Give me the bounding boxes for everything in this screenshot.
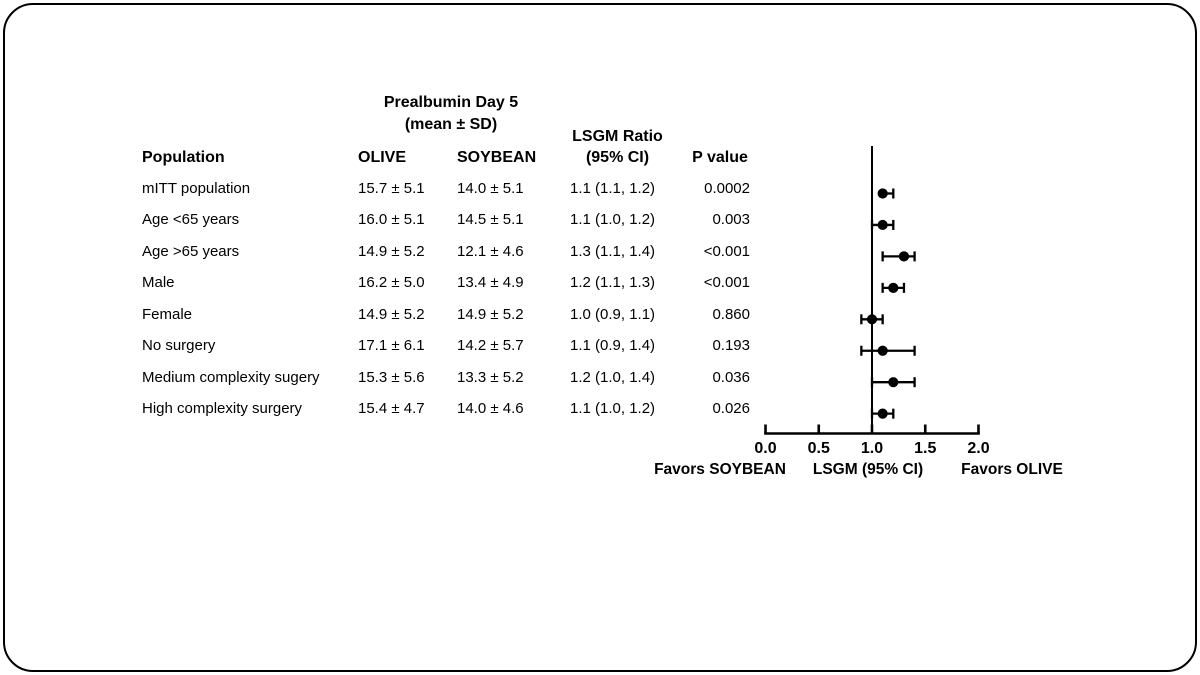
olive-mean-cell: 15.4 ± 4.7 [358, 400, 425, 418]
soybean-mean-cell: 14.0 ± 5.1 [457, 180, 524, 197]
population-column-header: Population [142, 149, 225, 166]
olive-mean-cell: 14.9 ± 5.2 [358, 242, 425, 260]
olive-mean-cell: 15.7 ± 5.1 [358, 180, 425, 197]
soybean-mean-cell: 12.1 ± 4.6 [457, 242, 524, 260]
estimate-dot [888, 377, 898, 387]
estimate-dot [878, 346, 888, 356]
lsgm-ratio-cell: 1.2 (1.0, 1.4) [570, 368, 656, 386]
group-header-line1: Prealbumin Day 5 [383, 94, 519, 111]
soybean-mean-cell: 13.3 ± 5.2 [457, 368, 524, 386]
olive-mean-cell: 14.9 ± 5.2 [358, 305, 425, 323]
group-header-line2: (mean ± SD) [404, 116, 498, 133]
x-tick-label: 0.0 [754, 440, 777, 457]
soybean-mean-cell: 14.2 ± 5.7 [457, 337, 524, 355]
population-cell: Male [142, 274, 175, 292]
p-value-cell: 0.193 [712, 337, 750, 355]
lsgm-ratio-cell: 1.2 (1.1, 1.3) [570, 274, 656, 292]
x-axis-title: LSGM (95% CI) [812, 461, 924, 478]
estimate-dot [878, 188, 888, 198]
olive-mean-cell: 15.3 ± 5.6 [358, 368, 425, 386]
soybean-mean-cell: 14.0 ± 4.6 [457, 400, 524, 418]
soybean-mean-cell: 14.9 ± 5.2 [457, 305, 524, 323]
x-tick-label: 0.5 [807, 440, 830, 457]
estimate-dot [867, 314, 877, 324]
population-cell: mITT population [142, 180, 251, 197]
olive-mean-cell: 16.2 ± 5.0 [358, 274, 425, 292]
x-tick-label: 1.0 [860, 440, 884, 457]
lsgm-ratio-cell: 1.1 (0.9, 1.4) [570, 337, 656, 355]
p-value-cell: 0.003 [712, 211, 750, 229]
favors-soybean-label: Favors SOYBEAN [654, 461, 786, 478]
x-tick-label: 1.5 [914, 440, 937, 457]
p-value-cell: 0.026 [712, 400, 750, 418]
population-cell: Female [142, 305, 193, 323]
soybean-mean-cell: 13.4 ± 4.9 [457, 274, 524, 292]
population-cell: No surgery [142, 337, 216, 355]
p-value-column-header: P value [692, 149, 748, 166]
lsgm-header-line1: LSGM Ratio [572, 128, 663, 145]
lsgm-ratio-cell: 1.1 (1.0, 1.2) [570, 211, 656, 229]
p-value-cell: 0.860 [712, 305, 750, 323]
olive-mean-cell: 16.0 ± 5.1 [358, 211, 425, 229]
p-value-cell: 0.0002 [704, 180, 750, 197]
population-cell: High complexity surgery [142, 400, 303, 418]
population-cell: Age <65 years [142, 211, 240, 229]
lsgm-header-line2: (95% CI) [585, 149, 650, 166]
population-cell: Age >65 years [142, 242, 240, 260]
favors-olive-label: Favors OLIVE [961, 461, 1063, 478]
p-value-cell: <0.001 [703, 274, 750, 292]
olive-column-header: OLIVE [358, 149, 407, 166]
soybean-column-header: SOYBEAN [457, 149, 537, 166]
lsgm-ratio-cell: 1.1 (1.0, 1.2) [570, 400, 656, 418]
soybean-mean-cell: 14.5 ± 5.1 [457, 211, 524, 229]
estimate-dot [899, 251, 909, 261]
population-cell: Medium complexity sugery [142, 368, 320, 386]
olive-mean-cell: 17.1 ± 6.1 [358, 337, 425, 355]
p-value-cell: 0.036 [712, 368, 750, 386]
x-tick-label: 2.0 [967, 440, 990, 457]
estimate-dot [878, 409, 888, 419]
estimate-dot [878, 220, 888, 230]
lsgm-ratio-cell: 1.1 (1.1, 1.2) [570, 180, 656, 197]
p-value-cell: <0.001 [703, 242, 750, 260]
estimate-dot [888, 283, 898, 293]
lsgm-ratio-cell: 1.3 (1.1, 1.4) [570, 242, 656, 260]
lsgm-ratio-cell: 1.0 (0.9, 1.1) [570, 305, 656, 323]
